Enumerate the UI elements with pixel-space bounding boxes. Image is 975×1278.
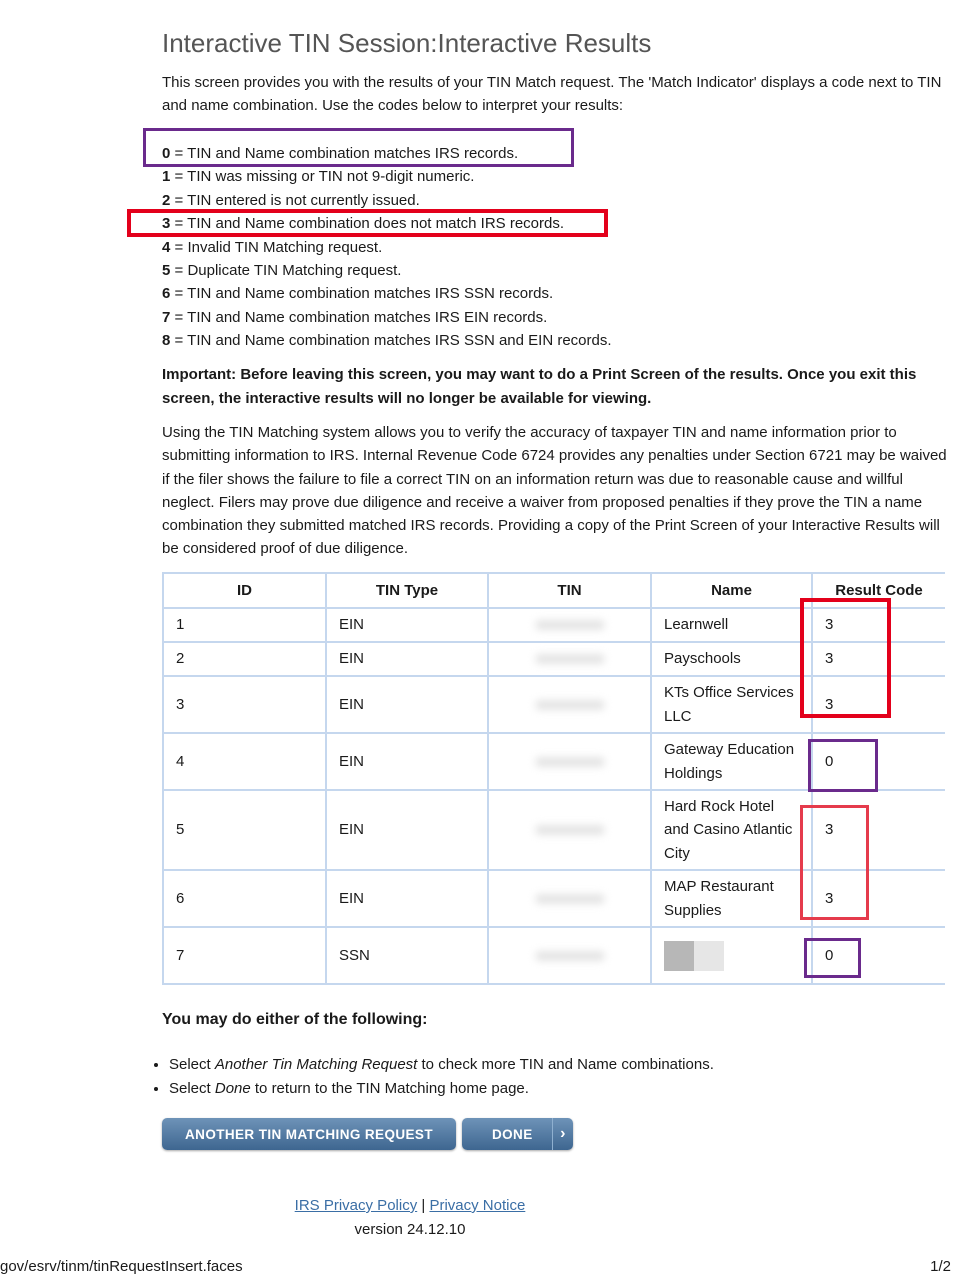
table-row <box>163 870 945 927</box>
cell-tin-redacted <box>488 642 651 676</box>
column-header-id: ID <box>163 573 326 608</box>
cell-name: Payschools <box>651 642 812 676</box>
page-title: Interactive TIN Session:Interactive Results <box>162 28 652 58</box>
done-button[interactable] <box>462 1118 573 1150</box>
done-label: DONE <box>492 1126 533 1142</box>
due-diligence-text: Using the TIN Matching system allows you to verify the accuracy of taxpayer TIN and name information prior to submitting information to IRS. Internal Revenue Code 6724 provides any penalties under Section 6721 may be waived if the filer shows the failure to file a correct TIN on an information return was due to reasonable cause and willful neglect. Filers may prove due diligence and receive a waiver from proposed penalties if they prove the TIN a name combination they submitted matched IRS records. Providing a copy of the Print Screen of your Interactive Results will be considered proof of due diligence. <box>162 424 947 558</box>
cell-tin-type: EIN <box>326 608 488 642</box>
cell-tin-type: EIN <box>326 790 488 870</box>
options-list <box>151 1053 714 1101</box>
legend-item: 1 = TIN was missing or TIN not 9-digit numeric. <box>162 168 475 186</box>
cell-id: 5 <box>163 790 326 870</box>
chevron-right-icon: › <box>552 1118 573 1150</box>
cell-tin-redacted <box>488 733 651 790</box>
cell-result-code: 3 <box>812 676 945 733</box>
another-tin-matching-request-button[interactable]: ANOTHER TIN MATCHING REQUEST <box>162 1118 456 1150</box>
cell-name: MAP Restaurant Supplies <box>651 870 812 927</box>
cell-tin-redacted <box>488 790 651 870</box>
legend-item: 5 = Duplicate TIN Matching request. <box>162 261 402 279</box>
redaction-blur <box>535 700 605 710</box>
print-page-number: 1/2 <box>930 1258 951 1275</box>
column-header-tin-type: TIN Type <box>326 573 488 608</box>
privacy-notice-link[interactable]: Privacy Notice <box>429 1197 526 1214</box>
list-item: • Select Done to return to the TIN Matching home page. <box>169 1077 714 1101</box>
cell-name: Gateway Education Holdings <box>651 733 812 790</box>
column-header-result-code: Result Code <box>812 573 945 608</box>
column-header-name: Name <box>651 573 812 608</box>
cell-id: 7 <box>163 927 326 984</box>
cell-result-code: 3 <box>812 790 945 870</box>
table-row <box>163 790 945 870</box>
cell-result-code: 0 <box>812 733 945 790</box>
footer-separator: | <box>421 1197 426 1214</box>
cell-id: 4 <box>163 733 326 790</box>
cell-tin-type: EIN <box>326 642 488 676</box>
redaction-blur <box>535 894 605 904</box>
redaction-blur <box>535 654 605 664</box>
cell-result-code: 0 <box>812 927 945 984</box>
cell-id: 6 <box>163 870 326 927</box>
table-row <box>163 676 945 733</box>
cell-tin-redacted <box>488 870 651 927</box>
cell-result-code: 3 <box>812 642 945 676</box>
redaction-block <box>664 941 694 971</box>
cell-tin-type: EIN <box>326 676 488 733</box>
cell-id: 2 <box>163 642 326 676</box>
legend-item: 6 = TIN and Name combination matches IRS SSN records. <box>162 285 554 303</box>
redaction-blur <box>535 620 605 630</box>
results-table <box>162 572 945 985</box>
legend-item: 4 = Invalid TIN Matching request. <box>162 238 383 256</box>
column-header-tin: TIN <box>488 573 651 608</box>
footer-links <box>0 1197 820 1214</box>
cell-tin-redacted <box>488 927 651 984</box>
redaction-block <box>694 941 724 971</box>
legend-item: 2 = TIN entered is not currently issued. <box>162 191 420 209</box>
cell-name: Hard Rock Hotel and Casino Atlantic City <box>651 790 812 870</box>
cell-tin-redacted <box>488 676 651 733</box>
list-item: • Select Another Tin Matching Request to check more TIN and Name combinations. <box>169 1053 714 1077</box>
cell-tin-type: EIN <box>326 870 488 927</box>
legend-item: 7 = TIN and Name combination matches IRS EIN records. <box>162 308 548 326</box>
cell-result-code: 3 <box>812 870 945 927</box>
legend-item: 3 = TIN and Name combination does not match IRS records. <box>162 215 565 233</box>
cell-id: 1 <box>163 608 326 642</box>
options-heading: You may do either of the following: <box>162 1011 428 1028</box>
legend-item: 8 = TIN and Name combination matches IRS SSN and EIN records. <box>162 332 612 350</box>
cell-name: KTs Office Services LLC <box>651 676 812 733</box>
table-row <box>163 642 945 676</box>
legend-item: 0 = TIN and Name combination matches IRS records. <box>162 145 519 162</box>
cell-name: Learnwell <box>651 608 812 642</box>
redaction-blur <box>535 951 605 961</box>
cell-tin-type: SSN <box>326 927 488 984</box>
print-url: gov/esrv/tinm/tinRequestInsert.faces <box>0 1258 243 1275</box>
table-header-row <box>163 573 945 608</box>
irs-privacy-policy-link[interactable]: IRS Privacy Policy <box>294 1197 418 1214</box>
cell-id: 3 <box>163 676 326 733</box>
cell-name-redacted <box>651 927 812 984</box>
intro-text: This screen provides you with the results of your TIN Match request. The 'Match Indicator' displays a code next to TIN and name combination. Use the codes below to interpret your results: <box>162 74 942 114</box>
cell-result-code: 3 <box>812 608 945 642</box>
important-notice: Important: Before leaving this screen, you may want to do a Print Screen of the results. Once you exit this screen, the interactive results will no longer be available for viewing. <box>162 366 917 407</box>
cell-tin-redacted <box>488 608 651 642</box>
version-text: version 24.12.10 <box>354 1221 466 1238</box>
table-row <box>163 608 945 642</box>
redaction-blur <box>535 757 605 767</box>
table-row <box>163 733 945 790</box>
table-row <box>163 927 945 984</box>
redaction-blur <box>535 825 605 835</box>
result-code-legend <box>162 142 952 353</box>
cell-tin-type: EIN <box>326 733 488 790</box>
